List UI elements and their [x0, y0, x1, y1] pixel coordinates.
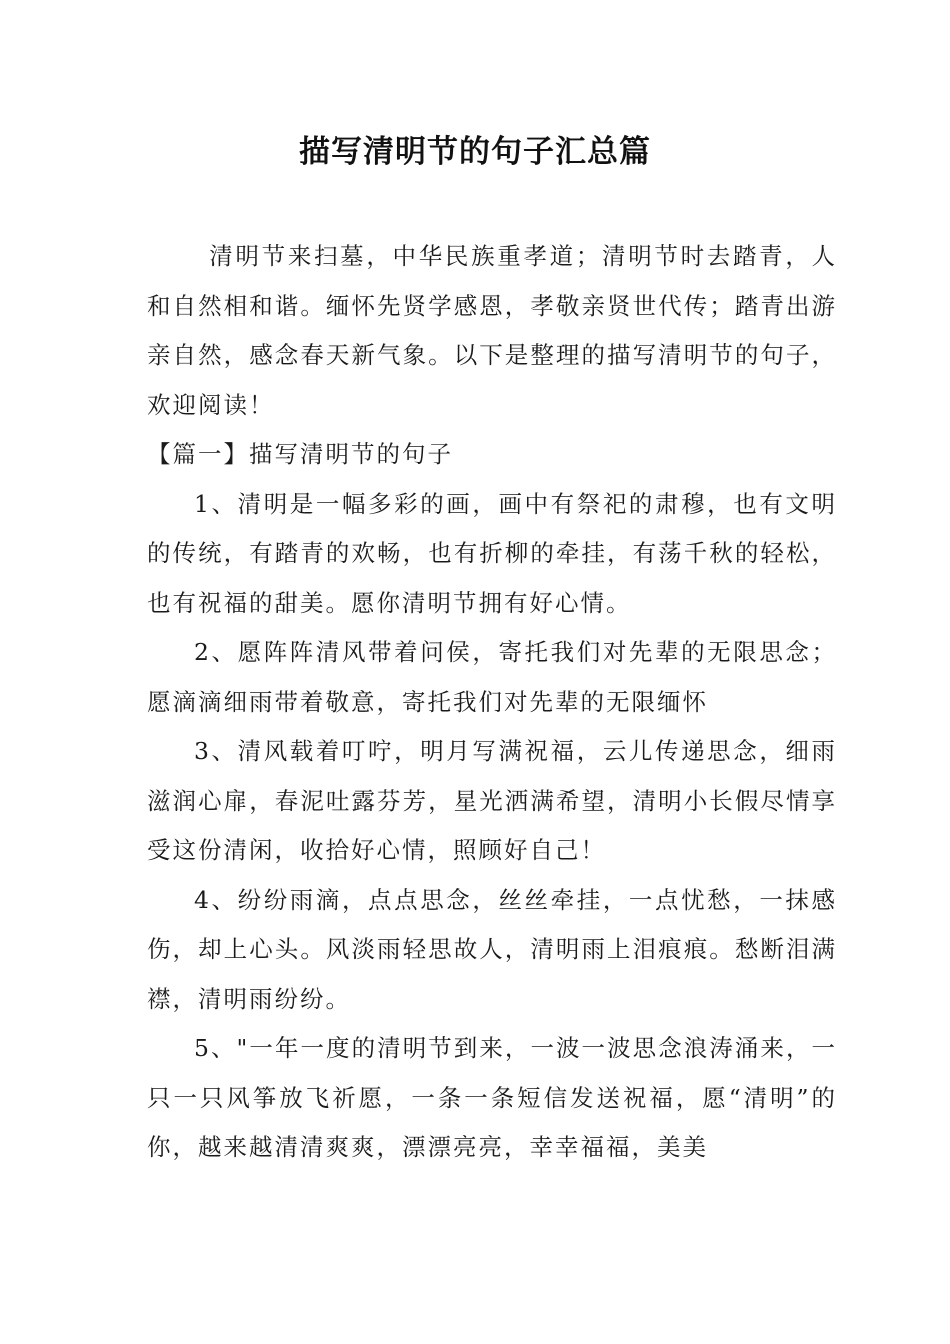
sentence-item-1: 1、清明是一幅多彩的画，画中有祭祀的肃穆，也有文明的传统，有踏青的欢畅，也有折柳的牵挂，有荡千秋的轻松，也有祝福的甜美。愿你清明节拥有好心情。 — [147, 489, 837, 617]
section-heading: 【篇一】描写清明节的句子 — [147, 440, 453, 468]
intro-paragraph: 清明节来扫墓，中华民族重孝道；清明节时去踏青，人和自然相和谐。缅怀先贤学感恩，孝敬亲贤世代传；踏青出游亲自然，感念春天新气象。以下是整理的描写清明节的句子，欢迎阅读！ — [147, 242, 837, 419]
sentence-item-2: 2、愿阵阵清风带着问侯，寄托我们对先辈的无限思念；愿滴滴细雨带着敬意，寄托我们对先辈的无限缅怀 — [147, 638, 837, 716]
sentence-item-5: 5、"一年一度的清明节到来，一波一波思念浪涛涌来，一只一只风筝放飞祈愿，一条一条短信发送祝福，愿“清明”的你，越来越清清爽爽，漂漂亮亮，幸幸福福，美美 — [147, 1034, 837, 1161]
sentence-item-4: 4、纷纷雨滴，点点思念，丝丝牵挂，一点忧愁，一抹感伤，却上心头。风淡雨轻思故人，清明雨上泪痕痕。愁断泪满襟，清明雨纷纷。 — [147, 885, 837, 1013]
document-title: 描写清明节的句子汇总篇 — [299, 134, 651, 170]
sentence-item-3: 3、清风载着叮咛，明月写满祝福，云儿传递思念，细雨滋润心扉，春泥吐露芬芳，星光洒满希望，清明小长假尽情享受这份清闲，收拾好心情，照顾好自己！ — [147, 737, 837, 864]
document-body — [147, 232, 837, 1173]
